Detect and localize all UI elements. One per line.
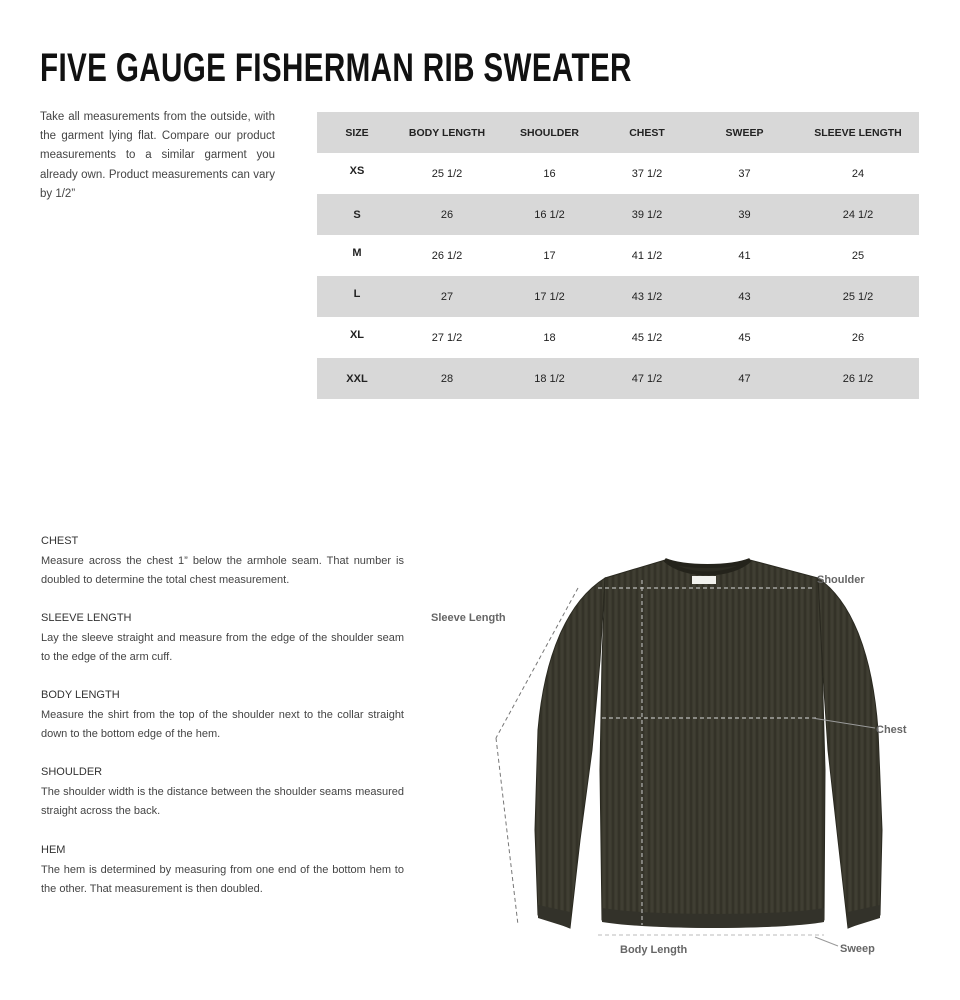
- table-cell: 16 1/2: [534, 208, 565, 221]
- table-cell: 26: [851, 331, 865, 344]
- table-cell: 39 1/2: [631, 208, 663, 221]
- table-cell: 37 1/2: [631, 167, 663, 180]
- measurement-diagram: [420, 540, 960, 980]
- table-cell: 47 1/2: [631, 372, 663, 385]
- table-row: [317, 276, 919, 317]
- guide-heading: HEM: [41, 844, 66, 856]
- header-sweep: SWEEP: [725, 126, 764, 139]
- guide-hem: [41, 844, 404, 900]
- guide-text: The shoulder width is the distance between the shoulder seams measured straight across the back.: [41, 786, 404, 818]
- guide-heading: BODY LENGTH: [41, 689, 120, 701]
- measurement-instructions: Take all measurements from the outside, with the garment lying flat. Compare our product measurements to a similar garment you already own. Product measurements can vary by 1/2”: [40, 111, 275, 200]
- header-shoulder: SHOULDER: [520, 126, 579, 139]
- table-row: [317, 235, 919, 276]
- guide-text: The hem is determined by measuring from one end of the bottom hem to the other. That measurement is then doubled.: [41, 864, 404, 896]
- right-sleeve: [818, 578, 882, 928]
- guide-body-length: [41, 689, 404, 745]
- guide-text: Measure across the chest 1” below the armhole seam. That number is doubled to determine the total chest measurement.: [41, 555, 404, 587]
- guide-shoulder: [41, 766, 404, 822]
- guide-chest: [41, 535, 404, 591]
- guide-text: Lay the sleeve straight and measure from the edge of the shoulder seam to the edge of the arm cuff.: [41, 632, 404, 664]
- sweater-body: [600, 560, 825, 928]
- label-sleeve-length: Sleeve Length: [431, 612, 506, 624]
- size-cell: XXL: [346, 372, 368, 385]
- table-cell: 45: [738, 331, 751, 344]
- table-cell: 25: [851, 249, 865, 262]
- label-chest: Chest: [876, 724, 907, 736]
- label-body-length: Body Length: [620, 944, 688, 956]
- table-cell: 41 1/2: [631, 249, 663, 262]
- label-sweep: Sweep: [840, 943, 875, 955]
- table-cell: 16: [543, 167, 556, 180]
- table-cell: 28: [440, 372, 454, 385]
- table-cell: 27: [440, 290, 454, 303]
- table-cell: 37: [738, 167, 751, 180]
- header-size: SIZE: [345, 126, 369, 139]
- guide-text: Measure the shirt from the top of the shoulder next to the collar straight down to the bottom edge of the hem.: [41, 709, 404, 741]
- table-cell: 27 1/2: [431, 331, 463, 344]
- header-body-length: BODY LENGTH: [408, 126, 486, 139]
- table-cell: 18 1/2: [534, 372, 565, 385]
- size-cell: XL: [349, 329, 365, 341]
- table-cell: 41: [738, 249, 751, 262]
- table-cell: 26: [440, 208, 454, 221]
- header-sleeve-length: SLEEVE LENGTH: [814, 126, 902, 139]
- guide-heading: SHOULDER: [41, 766, 103, 778]
- table-cell: 25 1/2: [842, 290, 874, 303]
- size-chart-table: [317, 112, 919, 399]
- label-shoulder: Shoulder: [817, 574, 865, 586]
- table-cell: 45 1/2: [631, 331, 663, 344]
- table-cell: 24 1/2: [842, 208, 874, 221]
- table-row: [317, 358, 919, 399]
- guide-heading: SLEEVE LENGTH: [41, 612, 132, 624]
- table-cell: 26 1/2: [431, 249, 463, 262]
- table-cell: 18: [543, 331, 556, 344]
- table-cell: 39: [738, 208, 751, 221]
- header-chest: CHEST: [629, 126, 665, 139]
- sweater-illustration: [420, 540, 960, 980]
- guide-heading: CHEST: [41, 535, 79, 547]
- table-cell: 24: [851, 167, 865, 180]
- size-cell: M: [352, 247, 362, 259]
- table-cell: 17: [543, 249, 556, 262]
- collar-tag: [692, 576, 716, 584]
- table-row: [317, 317, 919, 358]
- table-cell: 25 1/2: [431, 167, 463, 180]
- size-cell: S: [353, 208, 361, 221]
- table-cell: 43 1/2: [631, 290, 663, 303]
- table-cell: 17 1/2: [534, 290, 565, 303]
- table-cell: 43: [738, 290, 751, 303]
- guide-sleeve-length: [41, 612, 404, 668]
- table-row: [317, 194, 919, 235]
- table-row: [317, 153, 919, 194]
- size-cell: L: [353, 288, 361, 300]
- table-header-row: [317, 112, 919, 153]
- left-sleeve: [535, 578, 605, 928]
- table-cell: 26 1/2: [842, 372, 874, 385]
- table-cell: 47: [738, 372, 751, 385]
- size-cell: XS: [349, 165, 365, 177]
- page-title: FIVE GAUGE FISHERMAN RIB SWEATER: [40, 46, 632, 90]
